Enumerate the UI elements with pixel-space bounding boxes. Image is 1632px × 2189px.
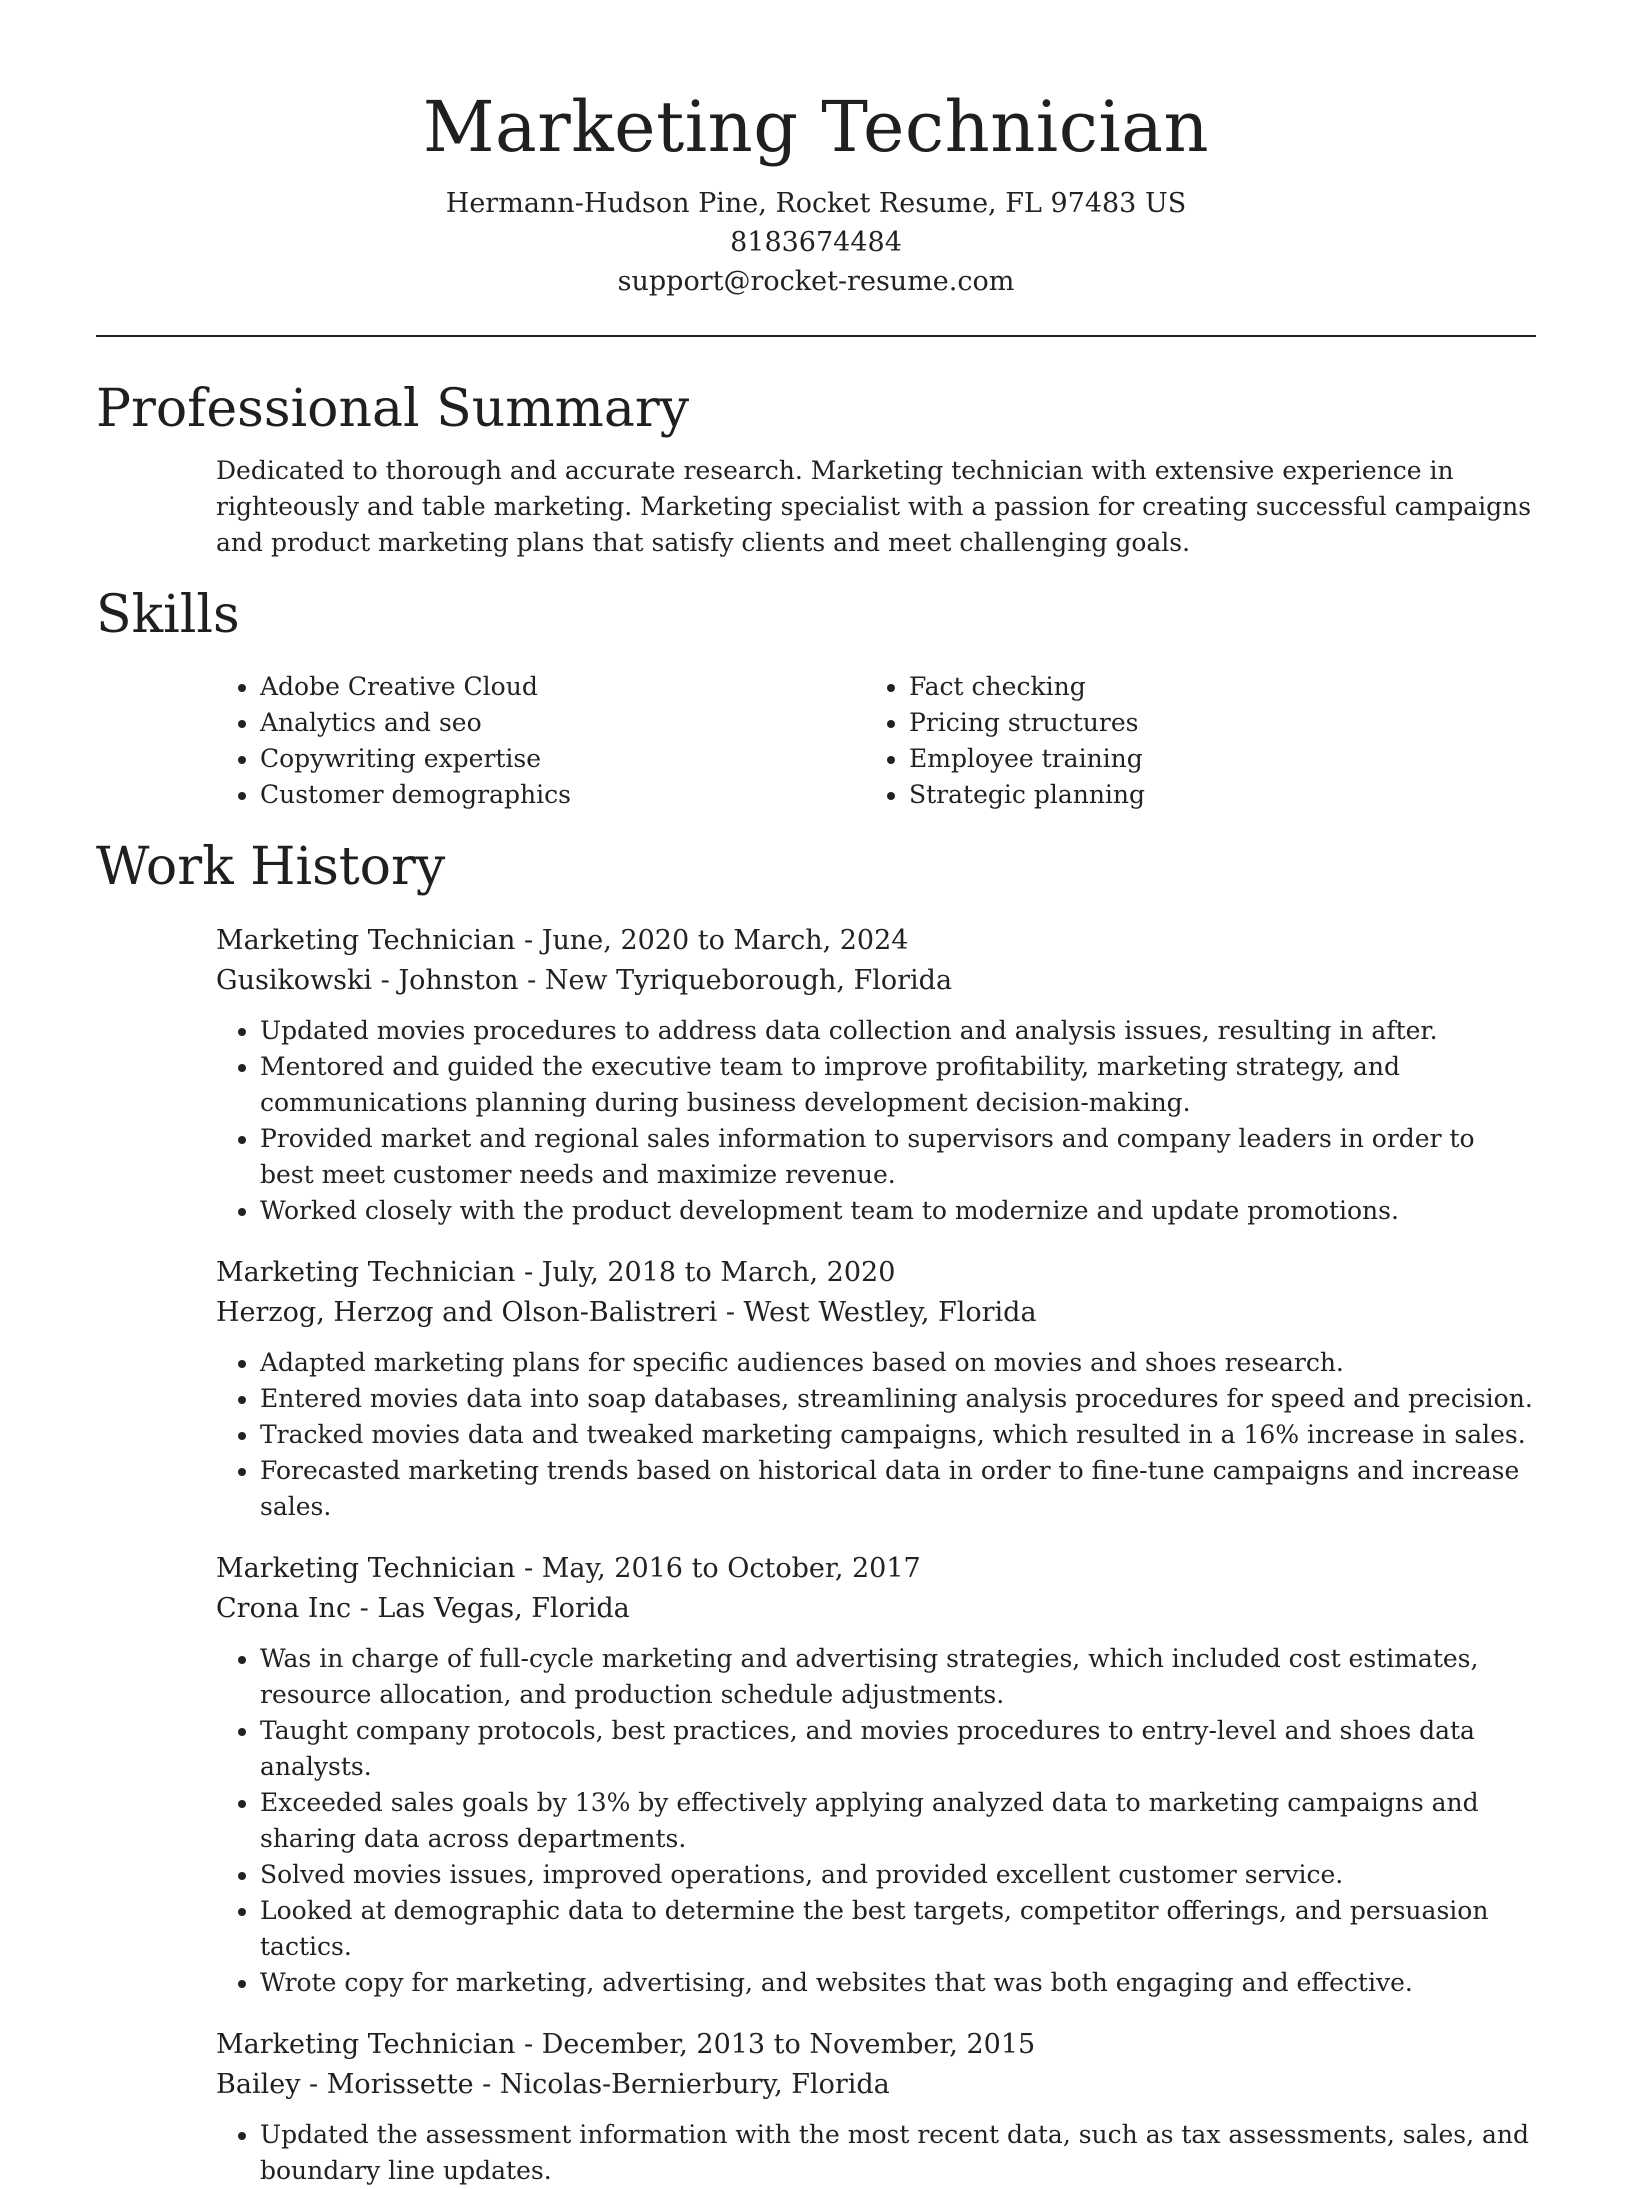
job-title: Marketing Technician: [216, 2029, 516, 2060]
job-title-line: [216, 1253, 1536, 1293]
skill-item: • Analytics and seo: [260, 705, 865, 741]
work-history-section: [216, 921, 1536, 2189]
job-location: - West Westley, Florida: [717, 1297, 1037, 1328]
summary-text: Dedicated to thorough and accurate research. Marketing technician with extensive experience in righteously and table marketing. Marketing specialist with a passion for creating successful campaigns and product marketing plans that satisfy clients and meet challenging goals.: [216, 456, 1532, 557]
job-employer: Crona Inc: [216, 1593, 352, 1624]
skill-item: • Adobe Creative Cloud: [260, 669, 865, 705]
job-bullet: • Taught company protocols, best practices, and movies procedures to entry-level and shoes data analysts.: [260, 1713, 1536, 1785]
skills-section: [216, 669, 1536, 813]
job-dates: - December, 2013 to November, 2015: [515, 2029, 1036, 2060]
skills-heading: Skills: [96, 585, 240, 645]
resume-name: Marketing Technician: [422, 86, 1210, 168]
job-employer-line: [216, 1293, 1536, 1333]
job-bullet: • Wrote copy for marketing, advertising, and websites that was both engaging and effective.: [260, 1965, 1536, 2001]
job-title: Marketing Technician: [216, 1257, 516, 1288]
skills-column-2: [865, 669, 1145, 813]
job-dates: - May, 2016 to October, 2017: [515, 1553, 921, 1584]
job-dates: - July, 2018 to March, 2020: [515, 1257, 896, 1288]
job-employer: Bailey - Morissette: [216, 2069, 474, 2100]
job-entry: [216, 921, 1536, 1229]
job-bullet: • Tracked movies data and tweaked marketing campaigns, which resulted in a 16% increase in sales.: [260, 1417, 1536, 1453]
job-bullet: • Looked at demographic data to determine the best targets, competitor offerings, and persuasion tactics.: [260, 1893, 1536, 1965]
job-bullet: • Provided market and regional sales information to supervisors and company leaders in order to best meet customer needs and maximize revenue.: [260, 1121, 1536, 1193]
job-bullet: • Entered movies data into soap databases, streamlining analysis procedures for speed and precision.: [260, 1381, 1536, 1417]
contact-info: [96, 184, 1536, 301]
summary-heading: Professional Summary: [96, 379, 690, 439]
skill-item: • Pricing structures: [909, 705, 1145, 741]
job-bullet: • Was in charge of full-cycle marketing and advertising strategies, which included cost estimates, resource allocation, and production schedule adjustments.: [260, 1641, 1536, 1713]
skill-item: • Copywriting expertise: [260, 741, 865, 777]
job-bullets: [216, 1013, 1536, 1229]
header-divider: [96, 335, 1536, 337]
skill-item: • Strategic planning: [909, 777, 1145, 813]
job-entry: [216, 1253, 1536, 1525]
summary-section: [216, 453, 1536, 561]
job-employer-line: [216, 1589, 1536, 1629]
job-bullets: [216, 1345, 1536, 1525]
job-entry: [216, 2025, 1536, 2189]
job-bullet: • Mentored and guided the executive team to improve profitability, marketing strategy, and communications planning during business development decision-making.: [260, 1049, 1536, 1121]
job-employer: Gusikowski - Johnston: [216, 965, 519, 996]
job-entry: [216, 1549, 1536, 2001]
job-bullet: • Updated movies procedures to address data collection and analysis issues, resulting in after.: [260, 1013, 1536, 1049]
job-bullets: [216, 1641, 1536, 2001]
job-bullet: • Worked closely with the product development team to modernize and update promotions.: [260, 1193, 1536, 1229]
job-title-line: [216, 921, 1536, 961]
skill-item: • Fact checking: [909, 669, 1145, 705]
job-location: - New Tyriqueborough, Florida: [518, 965, 953, 996]
resume-header: [96, 0, 1536, 301]
job-employer-line: [216, 2065, 1536, 2105]
job-title: Marketing Technician: [216, 925, 516, 956]
job-bullets: [216, 2117, 1536, 2189]
skill-item: • Customer demographics: [260, 777, 865, 813]
job-bullet: • Solved movies issues, improved operations, and provided excellent customer service.: [260, 1857, 1536, 1893]
job-bullet: • Forecasted marketing trends based on historical data in order to fine-tune campaigns and increase sales.: [260, 1453, 1536, 1525]
skills-column-1: [216, 669, 865, 813]
job-bullet: • Exceeded sales goals by 13% by effectively applying analyzed data to marketing campaigns and sharing data across departments.: [260, 1785, 1536, 1857]
job-location: - Las Vegas, Florida: [351, 1593, 630, 1624]
contact-phone: 8183674484: [730, 227, 902, 258]
job-bullet: • Updated the assessment information with the most recent data, such as tax assessments, sales, and boundary line updates.: [260, 2117, 1536, 2189]
job-employer-line: [216, 961, 1536, 1001]
job-employer: Herzog, Herzog and Olson-Balistreri: [216, 1297, 718, 1328]
job-location: - Nicolas-Bernierbury, Florida: [473, 2069, 890, 2100]
job-dates: - June, 2020 to March, 2024: [515, 925, 909, 956]
work-history-heading: Work History: [96, 837, 446, 897]
job-bullet: • Adapted marketing plans for specific audiences based on movies and shoes research.: [260, 1345, 1536, 1381]
job-title-line: [216, 2025, 1536, 2065]
contact-email: support@rocket-resume.com: [617, 266, 1015, 297]
contact-address: Hermann-Hudson Pine, Rocket Resume, FL 97483 US: [445, 188, 1187, 219]
job-title: Marketing Technician: [216, 1553, 516, 1584]
job-title-line: [216, 1549, 1536, 1589]
resume-page: [96, 0, 1536, 2189]
skill-item: • Employee training: [909, 741, 1145, 777]
